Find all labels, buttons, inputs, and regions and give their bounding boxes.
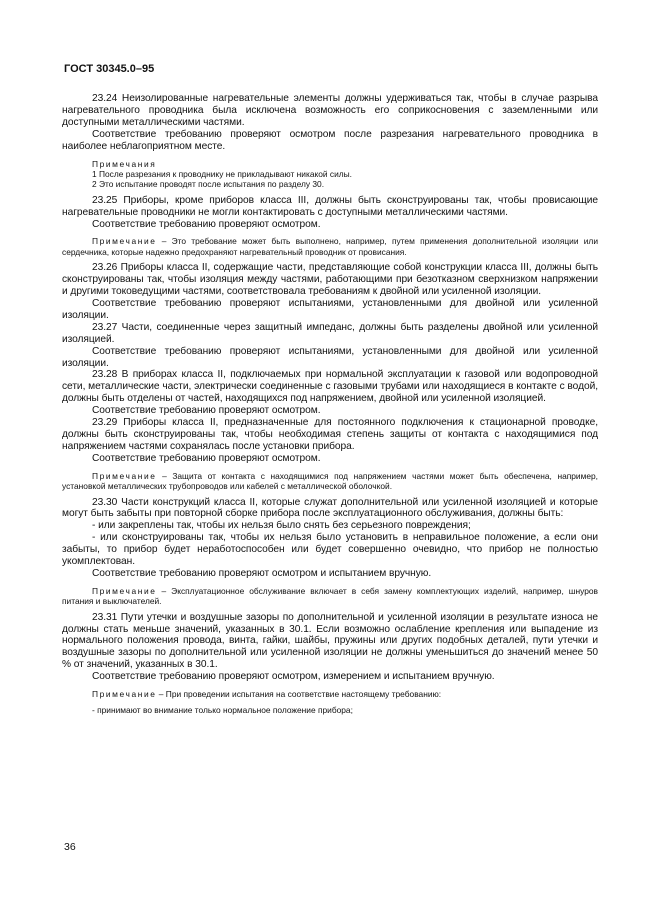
note (62, 586, 598, 607)
paragraph: Соответствие требованию проверяют осмотром. (92, 452, 321, 464)
note-item: 2 Это испытание проводят после испытания по разделу 30. (92, 179, 325, 190)
note-heading: Примечания (92, 158, 157, 169)
paragraph: Соответствие требованию проверяют испытаниями, установленными для двойной или усиленной изоляции. (62, 298, 598, 321)
paragraph: 23.26 Приборы класса II, содержащие части, представляющие собой конструкции класса III, должны быть сконструированы так, чтобы изоляция между частями, работающими при безотказном сверхнизком напряжении и другими токоведущими частями, соответствовала требованиям к двойной или усиленной изоляции. (62, 262, 598, 298)
note-label: Примечание (92, 236, 157, 247)
paragraph: - или закреплены так, чтобы их нельзя было снять без серьезного повреждения; (92, 520, 471, 532)
document-header: ГОСТ 30345.0–95 (64, 63, 155, 75)
paragraph: 23.30 Части конструкций класса II, которые служат дополнительной или усиленной изоляцией и которые могут быть забыты при повторной сборке прибора после эксплуатационного обслуживания, должны быть: (62, 496, 598, 520)
note-label: Примечание (92, 689, 157, 700)
paragraph: 23.24 Неизолированные нагревательные элементы должны удерживаться так, чтобы в случае разрыва нагревательного проводника была исключена возможность его соприкосновения с заземленными или доступными металлическими частями. (62, 93, 598, 128)
paragraph: Соответствие требованию проверяют испытаниями, установленными для двойной или усиленной изоляции. (62, 345, 598, 369)
paragraph: Соответствие требованию проверяют осмотром, измерением и испытанием вручную. (92, 671, 495, 683)
note-text: – Защита от контакта с находящимися под напряжением частями может быть обеспечена, например, установкой металлических трубопроводов или кабелей с металлической оболочкой. (62, 470, 598, 492)
note-item: - принимают во внимание только нормальное положение прибора; (92, 704, 353, 715)
paragraph: 23.25 Приборы, кроме приборов класса III, должны быть сконструированы так, чтобы провисающие нагревательные проводники не могли контактировать с доступными металлическими частями. (62, 194, 598, 218)
paragraph: 23.28 В приборах класса II, подключаемых при нормальной эксплуатации к газовой или водопроводной сети, металлические части, электрически соединенные с газовыми трубами или находящиеся в контакте с водой, должны быть отделены от частей, находящихся под напряжением, двойной или усиленной изоляцией. (62, 369, 598, 405)
note (62, 236, 598, 257)
note (62, 471, 598, 492)
paragraph: - или сконструированы так, чтобы их нельзя было установить в неправильное положение, а если они забыты, то прибор будет неработоспособен или будет совершенно очевидно, что прибор не полностью укомплектован. (62, 532, 598, 568)
note-text: – Эксплуатационное обслуживание включает в себя замену комплектующих изделий, например, шнуров питания и выключателей. (62, 585, 598, 607)
note-label: Примечание (92, 585, 157, 596)
paragraph: 23.31 Пути утечки и воздушные зазоры по дополнительной и усиленной изоляции в результате износа не должны стать меньше значений, указанных в 30.1. Если возможно ослабление крепления или выпадение из нормального положения провода, винта, гайки, шайбы, пружины или других подобных деталей, пути утечки и воздушные зазоры по дополнительной или усиленной изоляции не должны уменьшиться до значений менее 50 % от значений, указанных в 30.1. (62, 611, 598, 671)
note (62, 689, 598, 699)
note-item: 1 После разрезания к проводнику не прикладывают никакой силы. (92, 168, 353, 179)
note-text: – При проведении испытания на соответствие настоящему требованию: (156, 689, 442, 700)
paragraph: Соответствие требованию проверяют осмотром. (92, 405, 321, 417)
paragraph: 23.29 Приборы класса II, предназначенные для постоянного подключения к стационарной проводке, должны быть сконструированы так, чтобы необходимая степень защиты от контакта с находящимися под напряжением частями сохранялась после установки прибора. (62, 417, 598, 452)
paragraph: Соответствие требованию проверяют осмотром. (92, 218, 321, 230)
paragraph: Соответствие требованию проверяют осмотром после разрезания нагревательного проводника в наиболее неблагоприятном месте. (62, 128, 598, 152)
note-label: Примечание (92, 470, 157, 481)
page-number: 36 (64, 841, 76, 853)
note-text: – Это требование может быть выполнено, например, путем применения дополнительной изоляции или сердечника, которые надежно предохраняют нагревательный проводник от провисания. (62, 236, 598, 257)
paragraph: Соответствие требованию проверяют осмотром и испытанием вручную. (92, 567, 432, 579)
paragraph: 23.27 Части, соединенные через защитный импеданс, должны быть разделены двойной или усиленной изоляцией. (62, 321, 598, 345)
document-body (62, 93, 598, 715)
